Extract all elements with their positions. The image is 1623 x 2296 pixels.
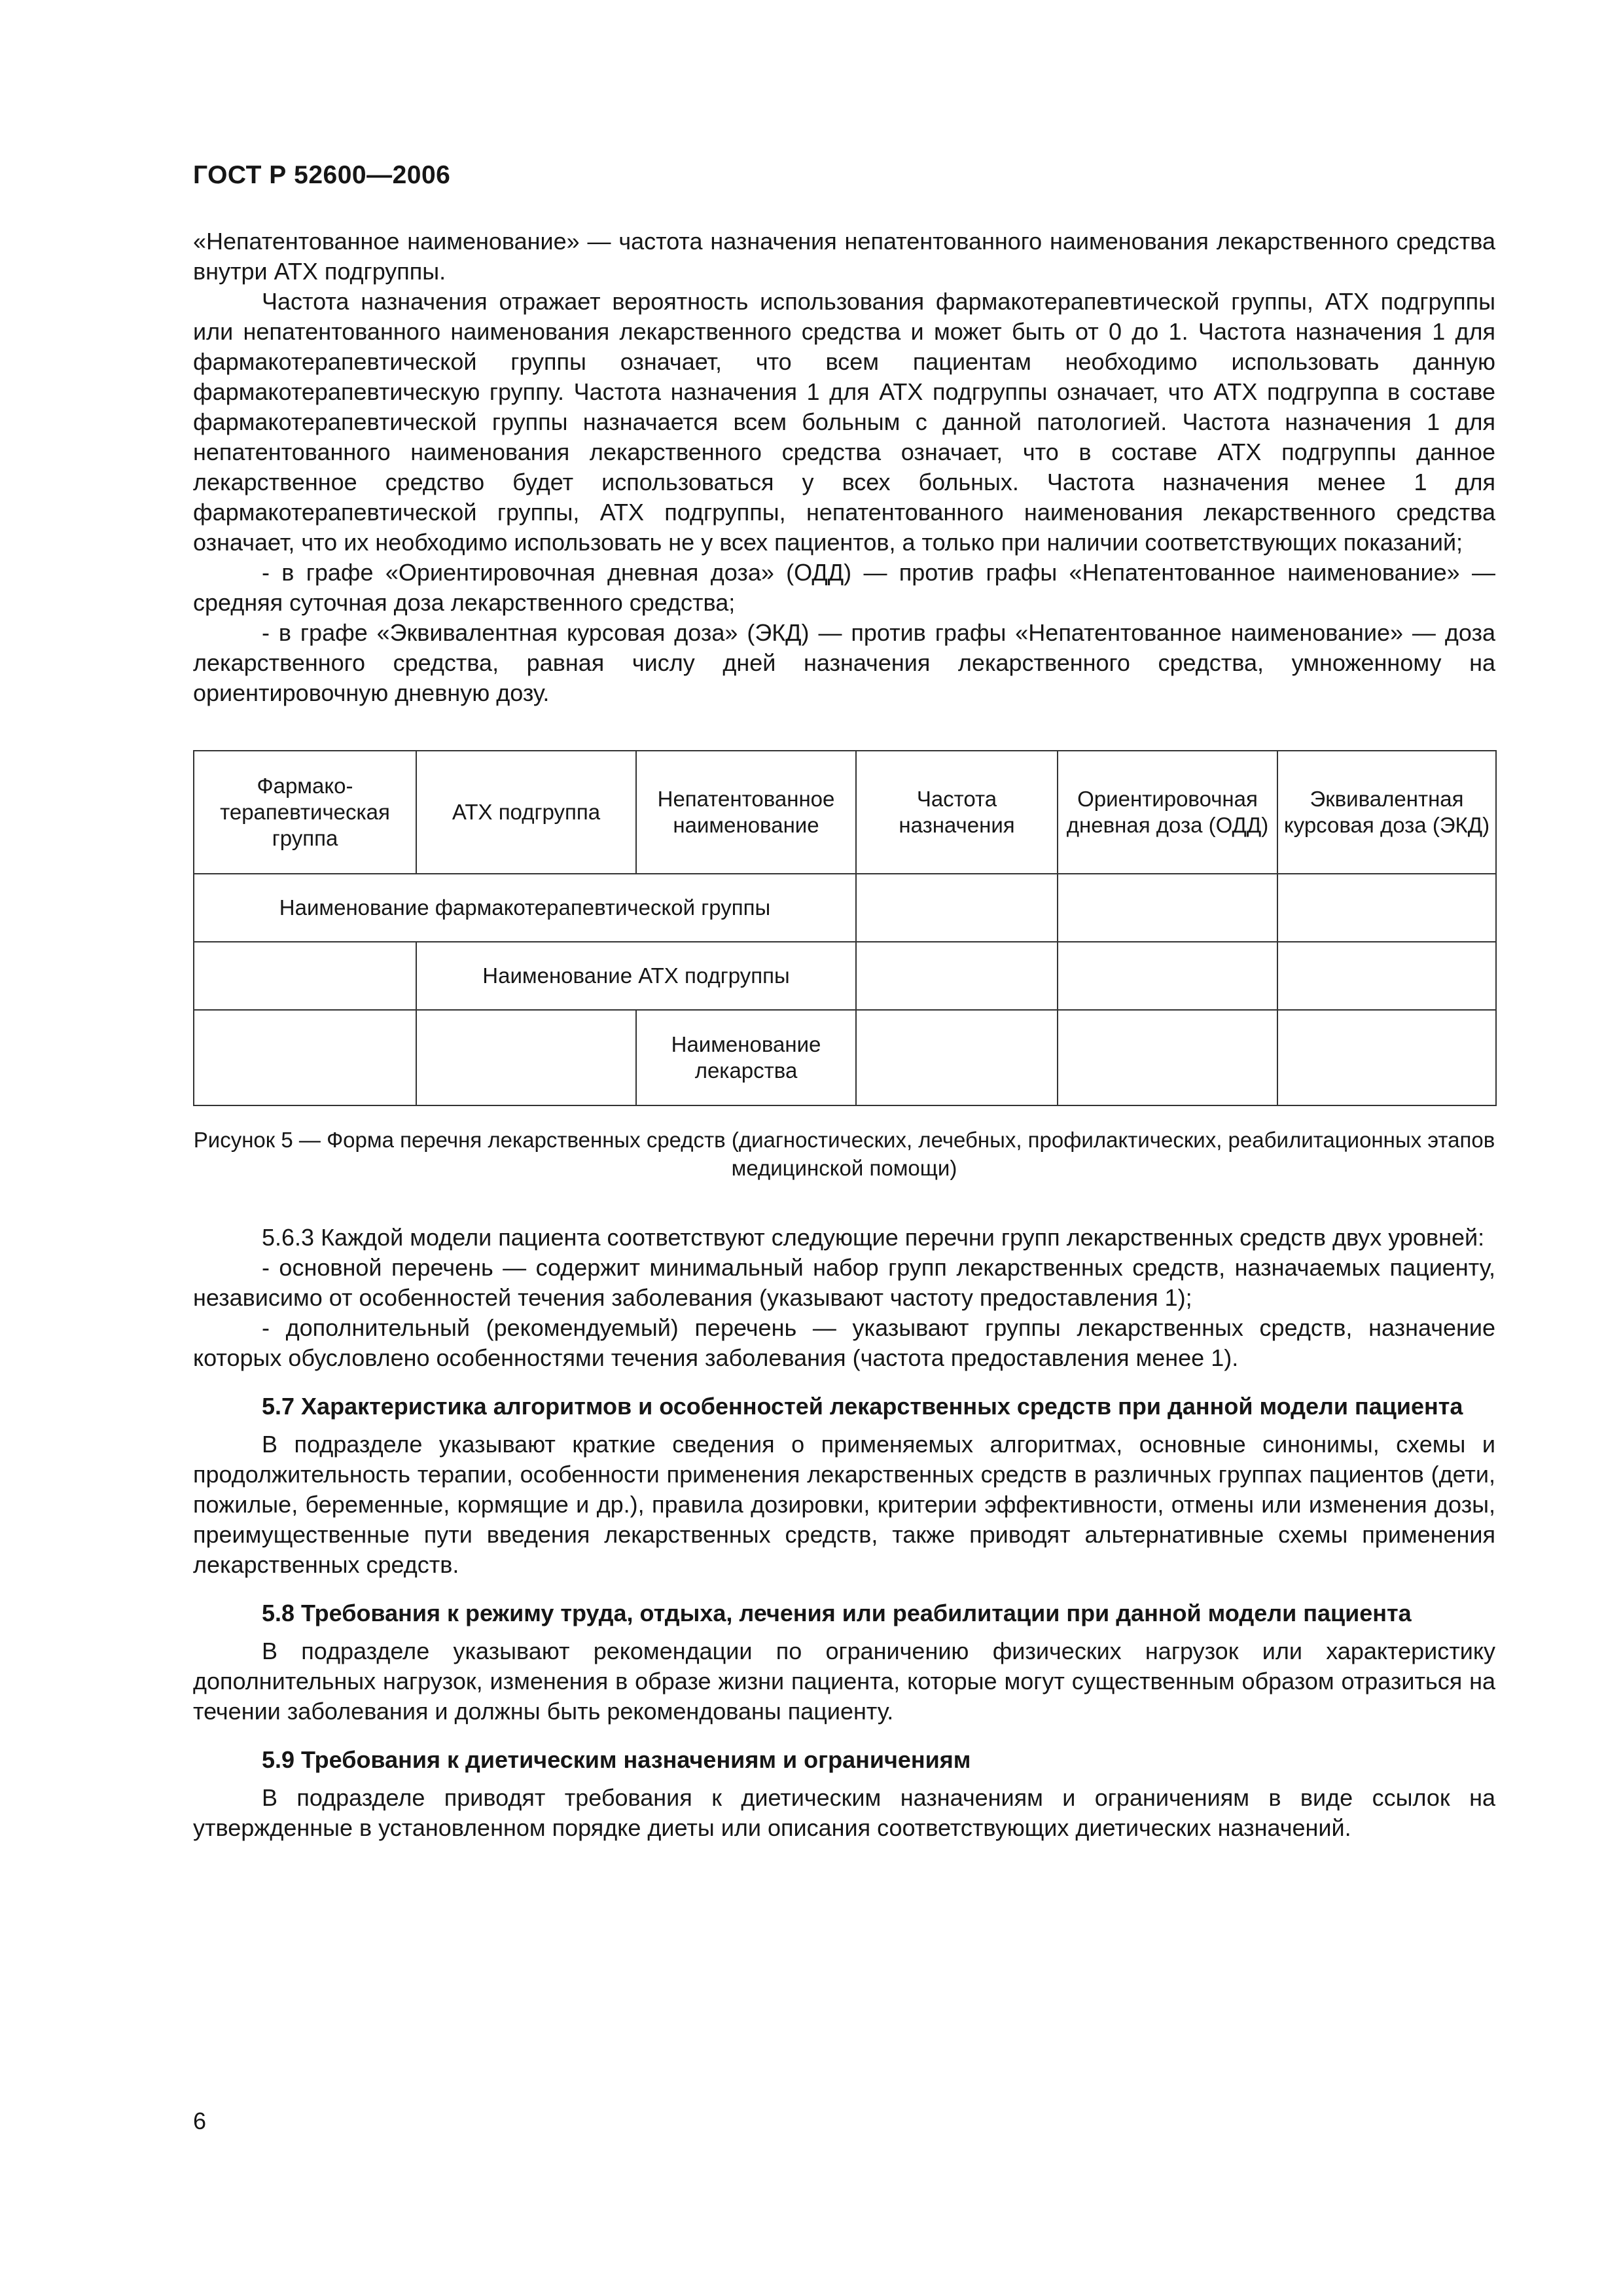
section-heading-5-7: 5.7 Характеристика алгоритмов и особенностей лекарственных средств при данной модели пациента — [262, 1393, 1463, 1420]
paragraph: Частота назначения отражает вероятность использования фармакотерапевтической группы, АТХ подгруппы или непатентованного наименования лекарственного средства и может быть от 0 до 1. Частота назначения 1 для фармакотерапевтической группы означает, что всем пациентам необходимо использовать данную фармакотерапевтическую группу. Частота назначения 1 для АТХ подгруппы означает, что АТХ подгруппа в составе фармакотерапевтической группы назначается всем больным с данной патологией. Частота назначения 1 для непатентованного наименования лекарственного средства означает, что в составе АТХ подгруппы данное лекарственное средство будет использоваться у всех больных. Частота назначения менее 1 для фармакотерапевтической группы, АТХ подгруппы, непатентованного наименования лекарственного средства означает, что их необходимо использовать не у всех пациентов, а только при наличии соответствующих показаний; — [193, 288, 1495, 556]
table-header-row — [194, 751, 1496, 874]
list-item: - дополнительный (рекомендуемый) перечень — указывают группы лекарственных средств, назначение которых обусловлено особенностями течения заболевания (частота предоставления менее 1). — [193, 1314, 1495, 1371]
document-header: ГОСТ Р 52600—2006 — [193, 161, 451, 189]
table-row — [194, 942, 1496, 1010]
table-cell — [1277, 942, 1496, 1010]
table-header-cell: Ориентировочная дневная доза (ОДД) — [1058, 751, 1277, 874]
figure-caption: Рисунок 5 — Форма перечня лекарственных средств (диагностических, лечебных, профилактических, реабилитационных этапов медицинской помощи) — [193, 1128, 1495, 1180]
table-header-cell: Эквивалентная курсовая доза (ЭКД) — [1277, 751, 1496, 874]
table-cell: Наименование фармакотерапевтической группы — [194, 874, 856, 942]
paragraph: В подразделе указывают рекомендации по ограничению физических нагрузок или характеристику дополнительных нагрузок, изменения в образе жизни пациента, которые могут существенным образом отразиться на течении заболевания и должны быть рекомендованы пациенту. — [193, 1638, 1495, 1725]
table-cell: Наименование лекарства — [636, 1010, 856, 1105]
table-header-cell: Непатентованное наименование — [636, 751, 856, 874]
section-heading-5-8: 5.8 Требования к режиму труда, отдыха, лечения или реабилитации при данной модели пациента — [262, 1600, 1412, 1626]
paragraph: 5.6.3 Каждой модели пациента соответствуют следующие перечни групп лекарственных средств двух уровней: — [262, 1224, 1485, 1251]
paragraph: В подразделе указывают краткие сведения о применяемых алгоритмах, основные синонимы, схемы и продолжительность терапии, особенности применения лекарственных средств в различных группах пациентов (дети, пожилые, беременные, кормящие и др.), правила дозировки, критерии эффективности, отмены или изменения дозы, преимущественные пути введения лекарственных средств, также приводят альтернативные схемы применения лекарственных средств. — [193, 1431, 1495, 1578]
table-cell: Наименование АТХ подгруппы — [416, 942, 856, 1010]
table-row — [194, 874, 1496, 942]
table-cell — [856, 874, 1058, 942]
figure-5 — [193, 750, 1495, 1182]
table-cell — [416, 1010, 636, 1105]
table-cell — [856, 1010, 1058, 1105]
table-cell — [856, 942, 1058, 1010]
page-number: 6 — [193, 2108, 207, 2134]
table-cell — [1277, 874, 1496, 942]
table-cell — [1277, 1010, 1496, 1105]
table-header-cell: АТХ подгруппа — [416, 751, 636, 874]
paragraph: В подразделе приводят требования к диетическим назначениям и ограничениям в виде ссылок на утвержденные в установленном порядке диеты или описания соответствующих диетических назначений. — [193, 1784, 1495, 1841]
table-cell — [1058, 1010, 1277, 1105]
table-cell — [194, 1010, 416, 1105]
paragraph: «Непатентованное наименование» — частота назначения непатентованного наименования лекарственного средства внутри АТХ подгруппы. — [193, 228, 1495, 285]
table-row — [194, 1010, 1496, 1105]
table-cell — [194, 942, 416, 1010]
section-heading-5-9: 5.9 Требования к диетическим назначениям и ограничениям — [262, 1746, 971, 1773]
drug-list-form-table — [193, 750, 1497, 1106]
table-cell — [1058, 942, 1277, 1010]
table-header-cell: Фармако-терапевтическая группа — [194, 751, 416, 874]
list-item: - основной перечень — содержит минимальный набор групп лекарственных средств, назначаемых пациенту, независимо от особенностей течения заболевания (указывают частоту предоставления 1); — [193, 1254, 1495, 1311]
list-item: - в графе «Ориентировочная дневная доза» (ОДД) — против графы «Непатентованное наименование» — средняя суточная доза лекарственного средства; — [193, 559, 1495, 616]
list-item: - в графе «Эквивалентная курсовая доза» (ЭКД) — против графы «Непатентованное наименование» — доза лекарственного средства, равная числу дней назначения лекарственного средства, умноженному на ориентировочную дневную дозу. — [193, 619, 1495, 706]
table-cell — [1058, 874, 1277, 942]
document-body — [193, 226, 1495, 1843]
table-header-cell: Частота назначения — [856, 751, 1058, 874]
